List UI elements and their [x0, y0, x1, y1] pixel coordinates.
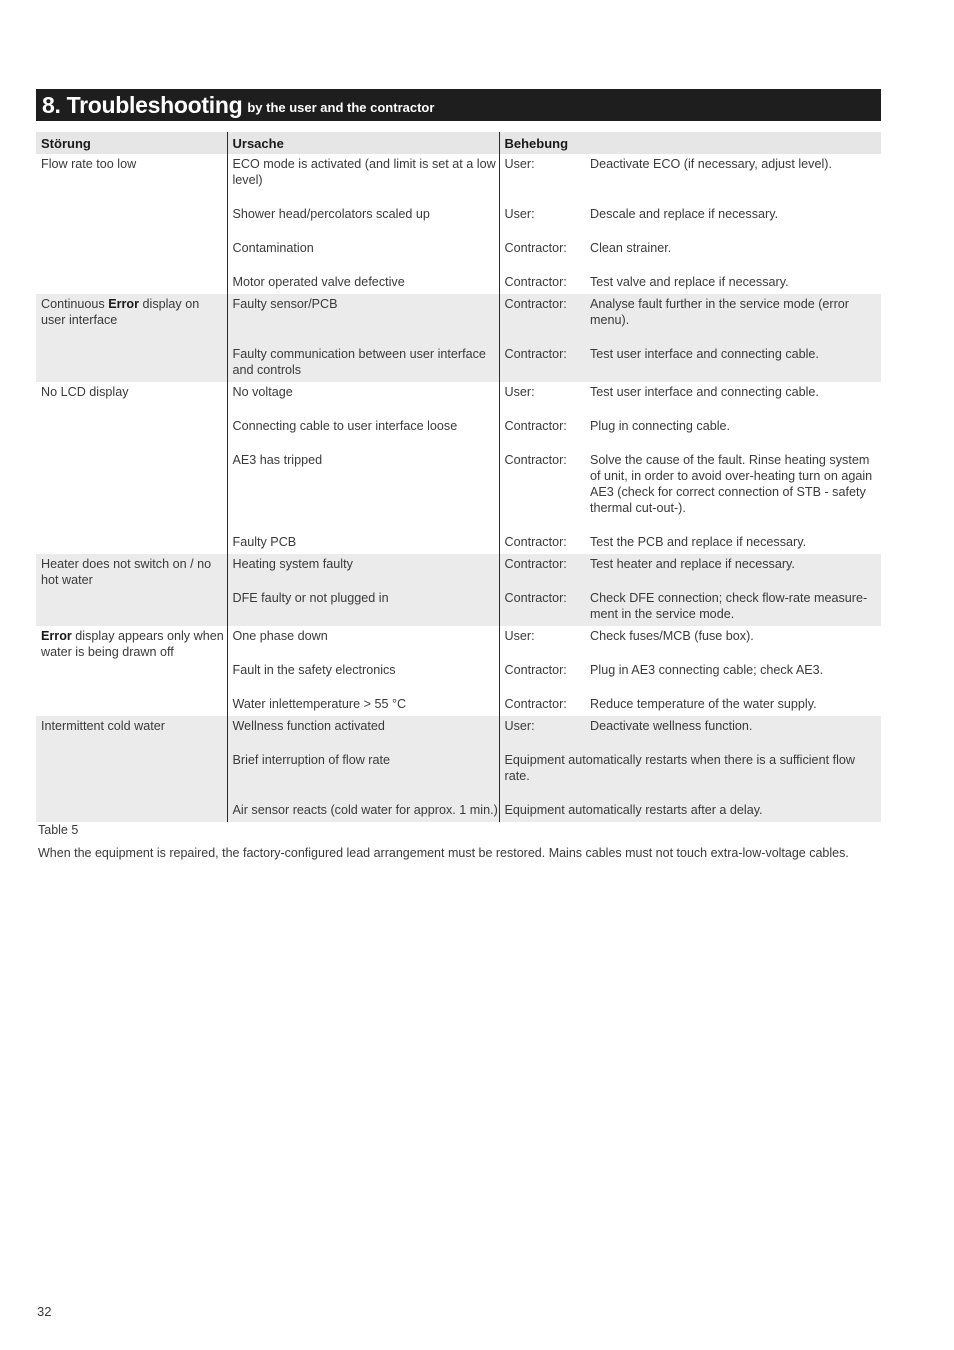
action-cell: Check DFE connection; check flow-rate measure-ment in the service mode. — [585, 588, 881, 626]
table-row — [36, 716, 881, 750]
who-cell: User: — [499, 716, 585, 750]
cause-cell: Contamination — [227, 238, 499, 272]
cause-cell: Faulty sensor/PCB — [227, 294, 499, 344]
cause-cell: Shower head/percolators scaled up — [227, 204, 499, 238]
fault-cell: Heater does not switch on / no hot water — [36, 554, 227, 626]
fault-cell: Intermittent cold water — [36, 716, 227, 822]
cause-cell: Motor operated valve defective — [227, 272, 499, 294]
section-subtitle: by the user and the contractor — [247, 99, 435, 115]
fault-cell: Error display appears only when water is being drawn off — [36, 626, 227, 716]
who-cell: Contractor: — [499, 554, 585, 588]
table-row — [36, 294, 881, 344]
cause-cell: ECO mode is activated (and limit is set at a low level) — [227, 154, 499, 204]
cause-cell: AE3 has tripped — [227, 450, 499, 532]
action-cell: Test user interface and connecting cable. — [590, 385, 819, 399]
remedy-cell: Equipment automatically restarts when there is a sufficient flow rate. — [499, 750, 881, 800]
who-cell: User: — [504, 385, 535, 399]
who-cell: Contractor: — [499, 294, 585, 344]
cause-cell: Faulty communication between user interface and controls — [227, 344, 499, 382]
action-cell: Plug in connecting cable. — [590, 419, 731, 433]
action-cell: Descale and replace if necessary. — [590, 207, 779, 221]
who-cell: Contractor: — [504, 453, 567, 467]
who-cell: User: — [504, 629, 535, 643]
cause-cell: Faulty PCB — [227, 532, 499, 554]
action-cell: Deactivate ECO (if necessary, adjust level). — [590, 157, 832, 171]
remedy-cell: Equipment automatically restarts after a delay. — [499, 800, 881, 822]
cause-cell: Fault in the safety electronics — [227, 660, 499, 694]
cause-cell: Brief interruption of flow rate — [227, 750, 499, 800]
who-cell: Contractor: — [504, 535, 567, 549]
page-number: 32 — [37, 1304, 52, 1319]
action-cell: Test the PCB and replace if necessary. — [590, 535, 807, 549]
who-cell: Contractor: — [499, 588, 585, 626]
action-cell: Solve the cause of the fault. Rinse heating system of unit, in order to avoid over-heating turn on again AE3 (check for correct connection of STB - safety thermal cut-out-). — [590, 453, 873, 515]
who-cell: Contractor: — [504, 275, 567, 289]
table-row — [36, 154, 881, 204]
header-fault: Störung — [36, 132, 227, 154]
action-cell: Test heater and replace if necessary. — [585, 554, 881, 588]
table-row — [36, 382, 881, 416]
cause-cell: Connecting cable to user interface loose — [227, 416, 499, 450]
action-cell: Check fuses/MCB (fuse box). — [590, 629, 754, 643]
action-cell: Test valve and replace if necessary. — [590, 275, 789, 289]
fault-cell: No LCD display — [36, 382, 227, 554]
who-cell: Contractor: — [504, 419, 567, 433]
cause-cell: Water inlettemperature > 55 °C — [227, 694, 499, 716]
action-cell: Test user interface and connecting cable. — [585, 344, 881, 382]
action-cell: Clean strainer. — [590, 241, 672, 255]
action-cell: Reduce temperature of the water supply. — [590, 697, 817, 711]
who-cell: Contractor: — [499, 344, 585, 382]
who-cell: Contractor: — [504, 663, 567, 677]
cause-cell: DFE faulty or not plugged in — [227, 588, 499, 626]
troubleshooting-table — [36, 132, 881, 822]
fault-cell: Flow rate too low — [36, 154, 227, 294]
cause-cell: Heating system faulty — [227, 554, 499, 588]
table-caption: Table 5 — [38, 823, 79, 837]
fault-cell: Continuous Error display on user interface — [36, 294, 227, 382]
action-cell: Analyse fault further in the service mode (error menu). — [585, 294, 881, 344]
section-header — [36, 89, 881, 121]
table-row — [36, 626, 881, 660]
table-row — [36, 554, 881, 588]
table-header-row — [36, 132, 881, 154]
repair-note: When the equipment is repaired, the factory-configured lead arrangement must be restored. Mains cables must not touch extra-low-voltage cables. — [38, 846, 849, 860]
who-cell: Contractor: — [504, 697, 567, 711]
cause-cell: Air sensor reacts (cold water for approx. 1 min.) — [227, 800, 499, 822]
who-cell: Contractor: — [504, 241, 567, 255]
cause-cell: Wellness function activated — [227, 716, 499, 750]
who-cell: User: — [504, 157, 535, 171]
action-cell: Deactivate wellness function. — [585, 716, 881, 750]
header-cause: Ursache — [227, 132, 499, 154]
cause-cell: No voltage — [227, 382, 499, 416]
action-cell: Plug in AE3 connecting cable; check AE3. — [590, 663, 824, 677]
who-cell: User: — [504, 207, 535, 221]
section-title: 8. Troubleshooting — [42, 91, 243, 118]
header-remedy: Behebung — [499, 132, 881, 154]
cause-cell: One phase down — [227, 626, 499, 660]
